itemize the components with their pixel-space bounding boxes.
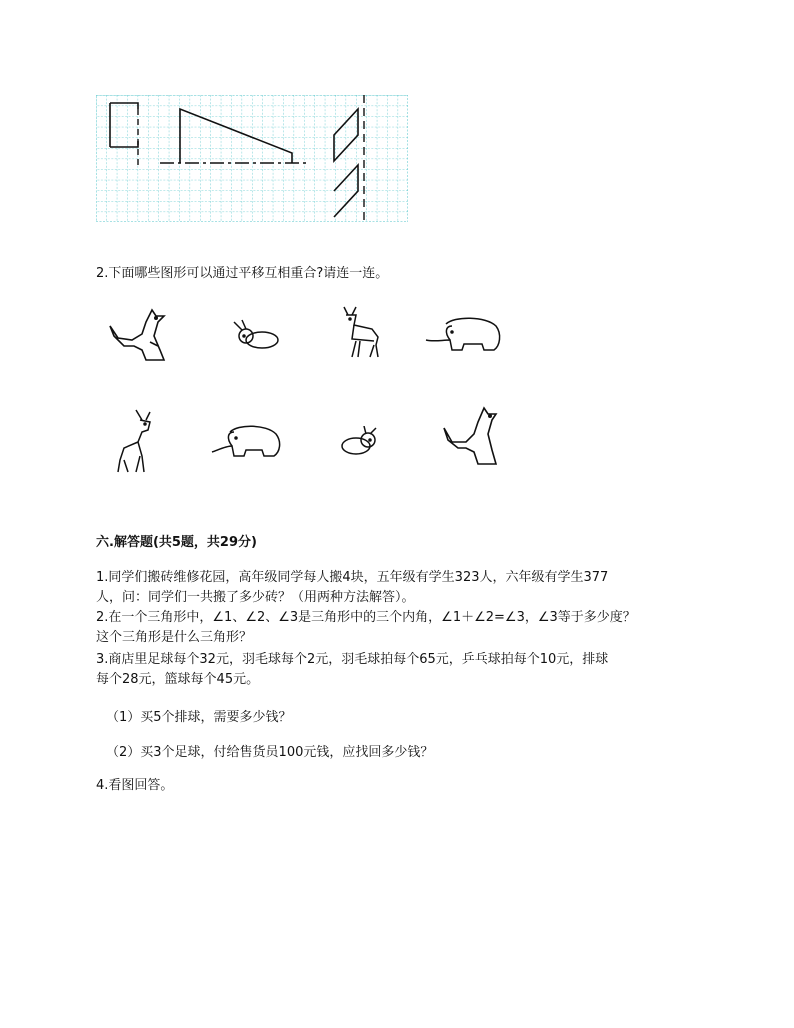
problem-1-line-1: 1.同学们搬砖维修花园，高年级同学每人搬4块，五年级有学生323人，六年级有学生377: [96, 570, 609, 585]
problem-2-line-1: 2.在一个三角形中，∠1、∠2、∠3是三角形中的三个内角，∠1＋∠2=∠3，∠3等于多少度？: [96, 610, 636, 625]
question-2-text: 2.下面哪些图形可以通过平移互相重合?请连一连。: [96, 266, 389, 281]
problem-3-sub-2: （2）买3个足球，付给售货员100元钱，应找回多少钱？: [106, 745, 434, 760]
elephant-icon: [424, 314, 504, 356]
rabbit-icon-2: [334, 426, 384, 458]
rabbit-icon: [232, 318, 284, 352]
symmetry-grid-figure: [96, 95, 408, 222]
elephant-icon-2: [210, 422, 284, 462]
problem-1-line-2: 人，问：同学们一共搬了多少砖？（用两种方法解答）。: [96, 590, 415, 605]
section-title: 六.解答题(共5题，共29分): [96, 535, 257, 550]
problem-4: 4.看图回答。: [96, 778, 174, 793]
problem-3-line-2: 每个28元，篮球每个45元。: [96, 672, 260, 687]
deer-icon-2: [112, 408, 162, 476]
kangaroo-icon-2: [440, 404, 506, 468]
deer-icon: [334, 305, 384, 360]
kangaroo-icon: [106, 306, 176, 364]
problem-2-line-2: 这个三角形是什么三角形？: [96, 630, 253, 645]
problem-3-sub-1: （1）买5个排球，需要多少钱？: [106, 710, 292, 725]
problem-3-line-1: 3.商店里足球每个32元，羽毛球每个2元，羽毛球拍每个65元，乒乓球拍每个10元，排球: [96, 652, 609, 667]
